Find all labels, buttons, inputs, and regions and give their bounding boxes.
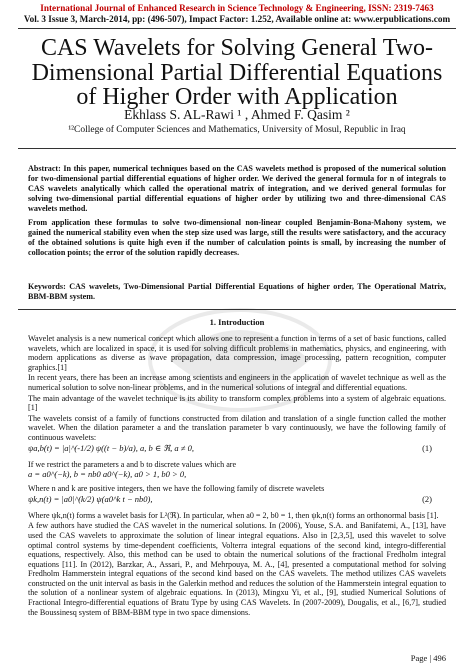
body-text	[28, 334, 446, 618]
body-paragraph-8: A few authors have studied the CAS wavelet in the numerical solutions. In (2006), Youse, S.A. and Banifatemi, A., [13], have used the CAS wavelets to approximate the solution of linear integral equations. Also in [2,3,5], used this wavelet to solve optimal control systems by time-dependent coefficients, Volterra integral equations of the second kind, integro-differential equations, respectively. Also, this method can be used to obtain the numerical solutions of the fractional Fredholm integral equations [11]. In (2012), Barzkar, A., Assari, P., and Mehrpouya, M. A., [4], presented a computational method for solving Fredholm Hammerstein integral equations of the second kind based on the CAS wavelets. The method utilizes CAS wavelets constructed on the unit interval as basis in the Galerkin method and reduces the solution of the Hammerstein integral equation to the solution of a nonlinear system of algebraic equations. In (2013), Mingxu Yi, et al., [9], studied Numerical Solutions of Fractional Integro-differential equations of Bratu Type by using CAS Wavelets. In (2007-2009), Dougalis, et al., [6,7], studied the Boussinesq system of BBM-BBM type in two space dimensions.	[28, 521, 446, 617]
body-paragraph-4: The wavelets consist of a family of functions constructed from dilation and translation of a single function called the mother wavelet. When the dilation parameter a and the translation parameter b vary continuously, we have the following family of continuous wavelets:	[28, 413, 446, 442]
journal-line-1: International Journal of Enhanced Research in Science Technology & Engineering, ISSN: 2319-7463	[40, 3, 434, 13]
journal-line-2: Vol. 3 Issue 3, March-2014, pp: (496-507), Impact Factor: 1.252, Available online at: www.erpublications.com	[23, 14, 451, 24]
body-paragraph-7: Where ψk,n(t) forms a wavelet basis for L²(ℜ). In particular, when a0 = 2, b0 = 1, then ψk,n(t) forms an orthonormal basis [1].	[28, 510, 439, 520]
equation-1-number: (1)	[422, 442, 432, 453]
affiliation: ¹²College of Computer Sciences and Mathematics, University of Mosul, Republic in Iraq	[68, 125, 406, 135]
section-title: 1. Introduction	[209, 317, 265, 327]
equation-2-text: ψk,n(t) = |a0|^(k/2) ψ(a0^k t − nb0),	[28, 493, 153, 504]
keywords: Keywords: CAS wavelets, Two-Dimensional Partial Differential Equations of higher order, The Operational Matrix, BBM-BBM system.	[28, 282, 446, 301]
body-paragraph-2: In recent years, there has been an increase among scientists and engineers in the application of wavelet technique as well as the numerical solution to solve non-linear problems, and in the numerical solutions of integral and differential equations.	[28, 373, 446, 392]
abstract-paragraph-2: From application these formulas to solve two-dimensional non-linear coupled Benjamin-Bona-Mahony system, we gained the numerical stability even when the step size used was large, still the results were satisfactory, and the accuracy of the obtained solutions is quite high even if the number of calculation points is small, by increasing the number of collocation points; the error of the solution rapidly decreases.	[28, 218, 446, 257]
abstract	[28, 164, 446, 258]
equation-1	[28, 444, 446, 460]
body-paragraph-3: The main advantage of the wavelet technique is its ability to transform complex problems into a system of algebraic equations.[1]	[28, 393, 446, 413]
authors: Ekhlass S. AL-Rawi ¹ , Ahmed F. Qasim ²	[124, 107, 350, 122]
equation-1-text: ψa,b(t) = |a|^(-1/2) ψ((t − b)/a), a, b ∈ ℜ, a ≠ 0,	[28, 442, 194, 453]
equation-2	[28, 495, 446, 511]
journal-header	[18, 3, 456, 25]
body-paragraph-6: Where n and k are positive integers, then we have the following family of discrete wavelets	[28, 484, 325, 494]
keywords-rule	[18, 309, 456, 310]
equation-2-number: (2)	[422, 493, 432, 504]
body-paragraph-1: Wavelet analysis is a new numerical concept which allows one to represent a function in terms of a set of basic functions, called wavelets, which are localized in space, it is used for solving difficult problems in mathematics, physics, and engineering, with modern applications as diverse as wave propagation, data compression, image processing, pattern recognition, computer graphics.[1]	[28, 334, 446, 372]
title-rule	[18, 148, 456, 149]
header-rule	[18, 28, 456, 29]
equation-discrete-text: a = a0^(−k), b = nb0 a0^(−k), a0 > 1, b0 > 0,	[28, 469, 187, 480]
body-paragraph-5: If we restrict the parameters a and b to discrete values which are	[28, 459, 237, 469]
page-number: Page | 496	[410, 653, 446, 663]
abstract-paragraph-1: Abstract: In this paper, numerical techniques based on the CAS wavelets method is proposed of the numerical solution for two-dimensional partial differential equations of higher order. We derived the general formula for n of integrals to CAS wavelets analytically which called the operational matrix of integration, and we derived general formulas for solving two-dimensional partial differential equations of higher order by utilizing two and three-dimensional CAS wavelets method.	[28, 164, 446, 213]
equation-discrete	[28, 470, 446, 484]
paper-title: CAS Wavelets for Solving General Two-Dimensional Partial Differential Equations of Higher Order with Application	[31, 35, 443, 110]
